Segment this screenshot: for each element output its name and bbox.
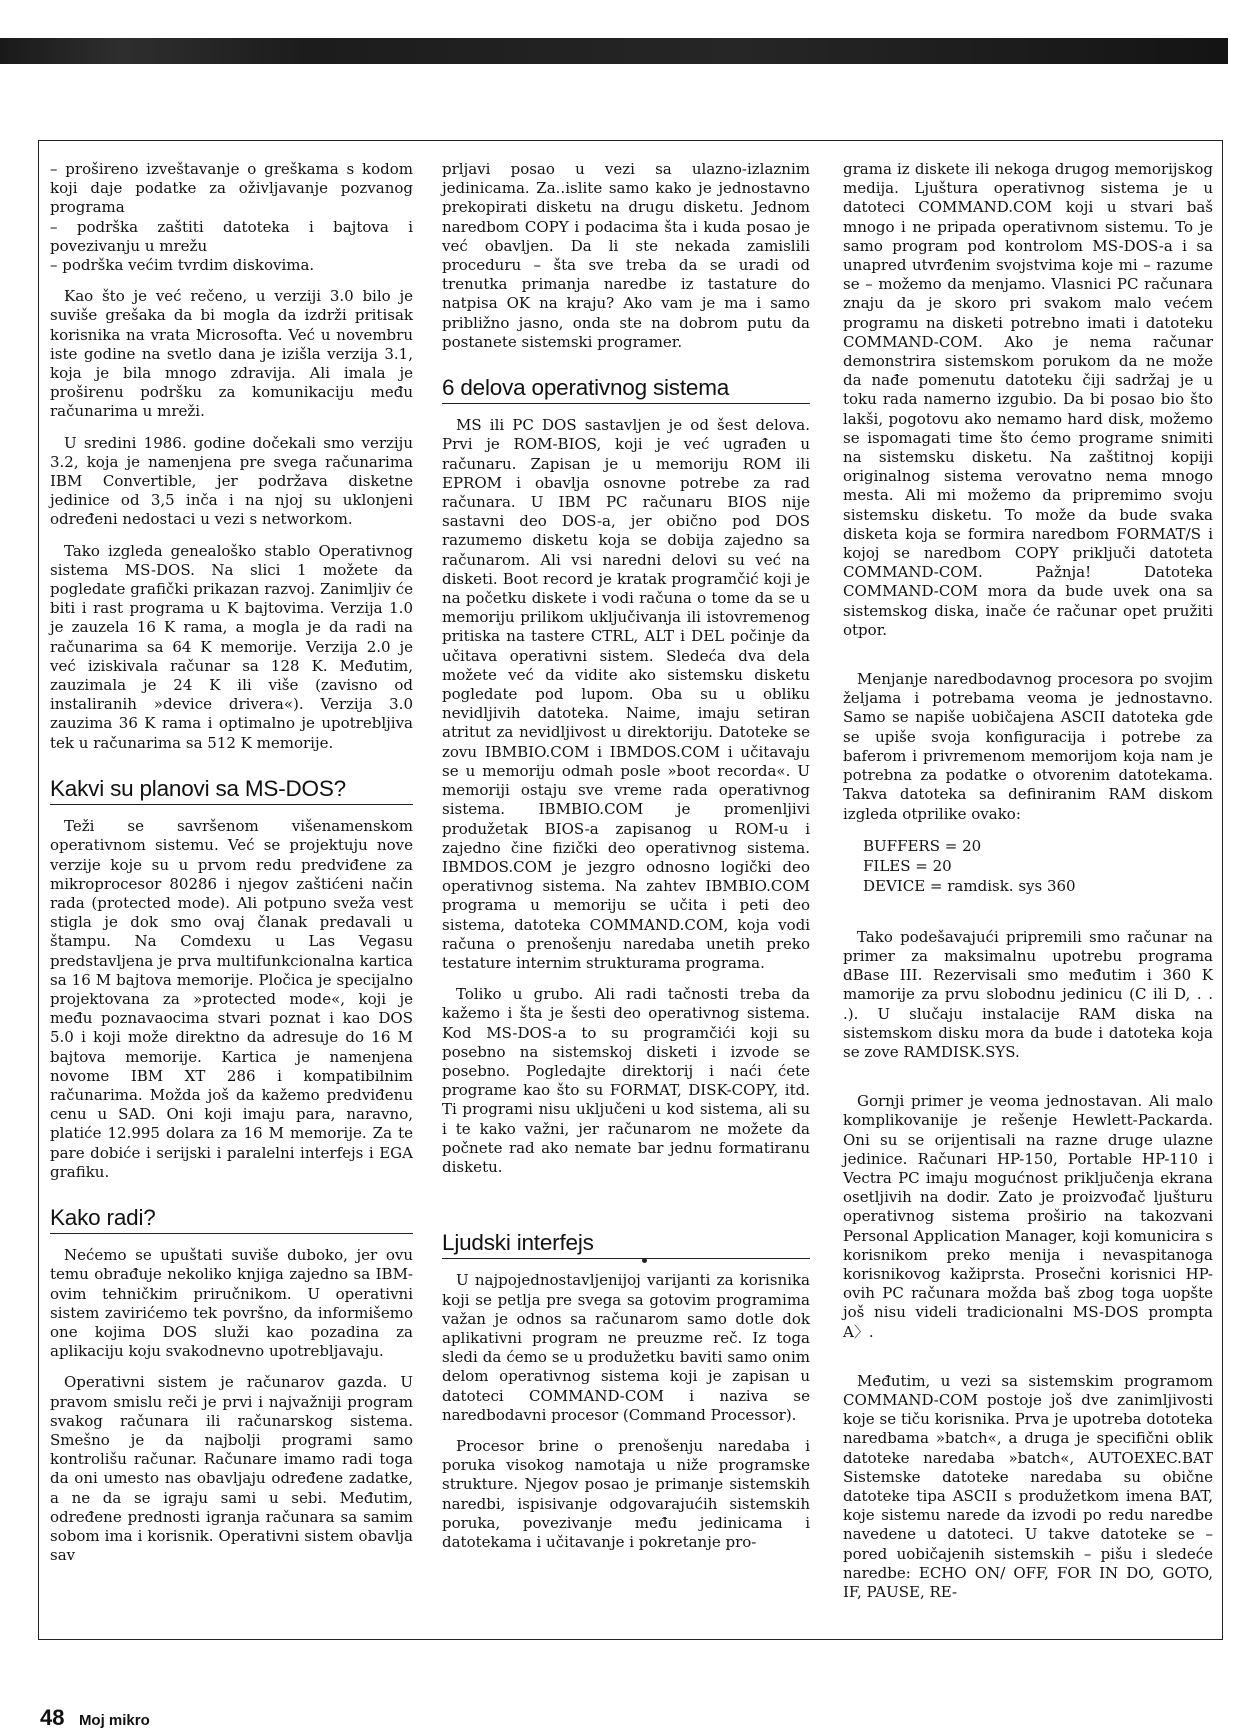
paragraph: Kao što je već rečeno, u verziji 3.0 bilo je suviše grešaka da bi mogla da izdrži pritisak korisnika na vrata Microsofta. Već u novembru iste godine na svetlo dana je izišla verzija 3.1, koja je bila mnogo zdravija. Ali imala je proširenu podršku za komunikaciju među računarima u mreži. [50, 287, 413, 421]
list-item: – podrška većim tvrdim diskovima. [50, 256, 315, 275]
list-item: – prošireno izveštavanje o greškama s kodom koji daje podatke za oživljavanje pozvanog programa [50, 160, 413, 217]
page-number: 48 [40, 1705, 65, 1730]
header-bar [0, 38, 1228, 64]
paragraph: MS ili PC DOS sastavljen je od šest delova. Prvi je ROM-BIOS, koji je već ugrađen u računaru. Zapisan je u memoriju ROM ili EPROM i obavlja osnovne potrebe za rad računara. U IBM PC računaru BIOS nije sastavni deo DOS-a, jer obično pod DOS razumemo disketu koja se dobija zajedno sa računarom. Ali vsi naredni delovi su već na disketi. Boot record je kratak programčić koji je na početku diskete i vodi računa o tome da se u memoriju prilikom uključivanja ili istovremenog pritiska na tastere CTRL, ALT i DEL počinje da učitava operativni sistem. Sledeća dva dela možete već da vidite ako sistemsku disketu pogledate pod lupom. Oba su u obliku nevidljivih datoteka. Naime, imaju setiran atritut za nevidljivost u direktoriju. Datoteke se zovu IBMBIO.COM i IBMDOS.COM i učitavaju se u memoriju odmah posle »boot recorda«. U memoriji ostaju sve vreme rada operativnog sistema. IBMBIO.COM je promenljivi produžetak BIOS-a zapisanog u ROM-u i zajedno čine fizički deo operativnog sistema. IBMDOS.COM je jezgro odnosno logički deo operativnog sistema. Na zahtev IBMBIO.COM programa u memoriju se učita i peti deo sistema, datoteka COMMAND.COM, koja vodi računa o prenošenju naredaba unetih preko testature internim strukturama programa. [442, 416, 810, 972]
bullet-dot [642, 1258, 647, 1263]
magazine-name: Moj mikro [78, 1712, 150, 1729]
paragraph: Procesor brine o prenošenju naredaba i poruka visokog namotaja u niže programske strukture. Njegov posao je primanje sistemskih naredbi, ispisivanje odgovarajućih sistemskih poruka, povezivanje među jedinicama i datotekama i učitavanje i pokretanje pro- [442, 1436, 810, 1551]
paragraph: Gornji primer je veoma jednostavan. Ali malo komplikovanije je rešenje Hewlett-Packarda. Oni su se orijentisali na razne druge ulazne jedinice. Računari HP-150, Portable HP-110 i Vectra PC imaju mogućnost priključenja ekrana osetljivih na dodir. Zato je proizvođač ljušturu operativnog sistema proširio na takozvani Personal Application Manager, koji komunicira s korisnikom preko menija i nevaspitanoga korisnikovog kažiprsta. Prosečni korisnici HP-ovih PC računara možda baš zbog toga uopšte još nisu videli tradicionalni MS-DOS prompta A〉. [843, 1092, 1213, 1341]
code-line: BUFFERS = 20 [863, 836, 982, 855]
paragraph: Međutim, u vezi sa sistemskim programom COMMAND-COM postoje još dve zanimljivosti koje se tiču korisnika. Prva je upotreba dototeka naredbama »batch«, a druga je specifični oblik datoteke naredaba »batch«, AUTOEXEC.BAT Sistemske datoteke naredaba su obične datoteke tipa ASCII s produžetkom imena BAT, koje sistemu narede da izvodi po redu naredbe navedene u datoteci. U takve datoteke se – pored uobičajenih sistemskih – pišu i sledeće naredbe: ECHO ON/ OFF, FOR IN DO, GOTO, IF, PAUSE, RE- [843, 1371, 1213, 1601]
list-item: – podrška zaštiti datoteka i bajtova i povezivanju u mrežu [50, 217, 413, 255]
paragraph: Menjanje naredbodavnog procesora po svojim željama i potrebama veoma je jednostavno. Samo se napiše uobičajena ASCII datoteka gde se upiše svoja konfiguracija i potrebe za baferom i privremenom memorijom koja nam je potrebna za podatke o otvorenim datotekama. Takva datoteka sa definiranim RAM diskom izgleda otprilike ovako: [843, 670, 1213, 823]
paragraph: grama iz diskete ili nekoga drugog memorijskog medija. Ljuštura operativnog sistema je u datoteci COMMAND.COM koji u stvari baš mnogo i ne pripada operativnom sistemu. To je samo program pod kontrolom MS-DOS-a i sa unapred utvrđenim svojstvima koje mi – razume se – možemo da menjamo. Vlasnici PC računara znaju da je skoro pri svakom malo većem programu na disketi potrebno imati i datoteku COMMAND-COM. Ako je nema računar demonstrira sistemskom porukom da ne može da nađe pomenutu datoteku čiji sadržaj je u toku rada namerno izgubio. Da bi posao bio što lakši, pogotovu ako nemamo hard disk, možemo se ispomagati time što ćemo programe snimiti na sistemsku disketu. Na zaštitnoj kopiji originalnog sistema verovatno nema mnogo mesta. Ali mi možemo da pripremimo svoju sistemsku disketu. To može da bude svaka disketa koja se formira naredbom FORMAT/S i kojoj se naredbom COPY priključi datoteta COMMAND-COM. Pažnja! Datoteka COMMAND-COM mora da bude uvek ona sa sistemskog diska, inače će računar opet pružiti otpor. [843, 160, 1213, 639]
paragraph: Nećemo se upuštati suviše duboko, jer ovu temu obrađuje nekoliko knjiga zajedno sa IBM-ovim tehničkim priručnikom. U operativni sistem zavirićemo tek površno, da informišemo one kojima DOS služi kao pozadina za aplikaciju koju svakodnevno upotrebljavaju. [50, 1246, 413, 1361]
code-line: DEVICE = ramdisk. sys 360 [863, 876, 1076, 895]
column-2 [442, 160, 810, 1564]
paragraph: prljavi posao u vezi sa ulazno-izlaznim jedinicama. Za..islite samo kako je jednostavno prekopirati disketu na drugu disketu. Jednom naredbom COPY i podacima šta i kuda posao je već obavljen. Da li ste nekada zamislili proceduru – šta sve treba da se uradi od trenutka primanja naredbe iz tastature do natpisa OK na kraju? Ako vam je ma i samo približno jasno, onda ste na dobrom putu da postanete sistemski programer. [442, 160, 810, 351]
paragraph: Toliko u grubo. Ali radi tačnosti treba da kažemo i šta je šesti deo operativnog sistema. Kod MS-DOS-a to su programčići koji su posebno na sistemskoj disketi i izvode se posebno. Pogledajte direktorij i naći ćete programe kao što su FORMAT, DISK-COPY, itd. Ti programi nisu uključeni u kod sistema, ali su i te kako važni, jer računarom ne možete da počnete rad ako nemate bar jednu formatiranu disketu. [442, 985, 810, 1176]
section-heading: 6 delova operativnog sistema [442, 378, 810, 404]
code-line: FILES = 20 [863, 856, 952, 875]
paragraph: Tako izgleda genealoško stablo Operativnog sistema MS-DOS. Na slici 1 možete da pogledate grafički prikazan razvoj. Zanimljiv će biti i rast programa u K bajtovima. Verzija 1.0 je zauzela 16 K rama, a mogla je da radi na računarima sa 64 K memorije. Verzija 2.0 je već iziskivala računar sa 128 K. Međutim, zauzimala je 24 K ili više (zavisno od instaliranih »device drivera«). Verzija 3.0 zauzima 36 K rama i optimalno je upotrebljiva tek u računarima sa 512 K memorije. [50, 541, 413, 752]
paragraph: Tako podešavajući pripremili smo računar na primer za maksimalnu upotrebu programa dBase III. Rezervisali smo međutim i 360 K mamorije za prvu slobodnu jedinicu (C ili D, . . .). U slučaju instalacije RAM diska na sistemskom disku mora da bude i datoteka koja se zove RAMDISK.SYS. [843, 927, 1213, 1061]
paragraph: U najpojednostavljenijoj varijanti za korisnika koji se petlja pre svega sa gotovim programima važan je odnos sa računarom samo dotle dok aplikativni program ne preuzme reč. Iz toga sledi da ćemo se u produžetku baviti samo onim delom operativnog sistema koji je zapisan u datoteci COMMAND-COM i naziva se naredbodavni procesor (Command Processor). [442, 1271, 810, 1424]
section-heading: Kakvi su planovi sa MS-DOS? [50, 779, 413, 805]
paragraph: Operativni sistem je računarov gazda. U pravom smislu reči je prvi i najvažniji program svakog računara ili računarskog sistema. Smešno je da najbolji programi samo kontrolišu računar. Računare imamo radi toga da oni umesto nas obavljaju određene zadatke, a ne da se igraju sami u sebi. Međutim, određene prednosti igranja računara sa samim sobom ima i korisnik. Operativni sistem obavlja sav [50, 1373, 413, 1565]
paragraph: Teži se savršenom višenamenskom operativnom sistemu. Već se projektuju nove verzije koje su u prvom redu predviđene za mikroprocesor 80286 i njegov zaštićeni način rada (protected mode). Ali potpuno sveža vest stigla je dok smo ovaj članak predavali u štampu. Na Comdexu u Las Vegasu predstavljena je prva multifunkcionalna kartica sa 16 M bajtova memorije. Pločica je specijalno projektovana za »protected mode«, koji je među poznavaocima stvari poznat i kao DOS 5.0 i koji može direktno da adresuje do 16 M bajtova memorije. Kartica je namenjena novome IBM XT 286 i kompatibilnim računarima. Možda još da kažemo predviđenu cenu u SAD. Oni koji imaju para, naravno, platiće 12.995 dolara za 16 M memorije. Za te pare dobiće i serijski i paralelni interfejs i EGA grafiku. [50, 817, 413, 1181]
section-heading: Ljudski interfejs [442, 1233, 810, 1259]
column-3 [843, 160, 1213, 1614]
config-code-block [863, 836, 1213, 896]
section-heading: Kako radi? [50, 1208, 413, 1234]
paragraph: U sredini 1986. godine dočekali smo verziju 3.2, koja je namenjena pre svega računarima IBM Convertible, jer podržava disketne jedinice od 3,5 inča i na njoj su uklonjeni određeni nedostaci u vezi s networkom. [50, 433, 413, 529]
column-1 [50, 160, 413, 1577]
page-footer [40, 1705, 150, 1731]
